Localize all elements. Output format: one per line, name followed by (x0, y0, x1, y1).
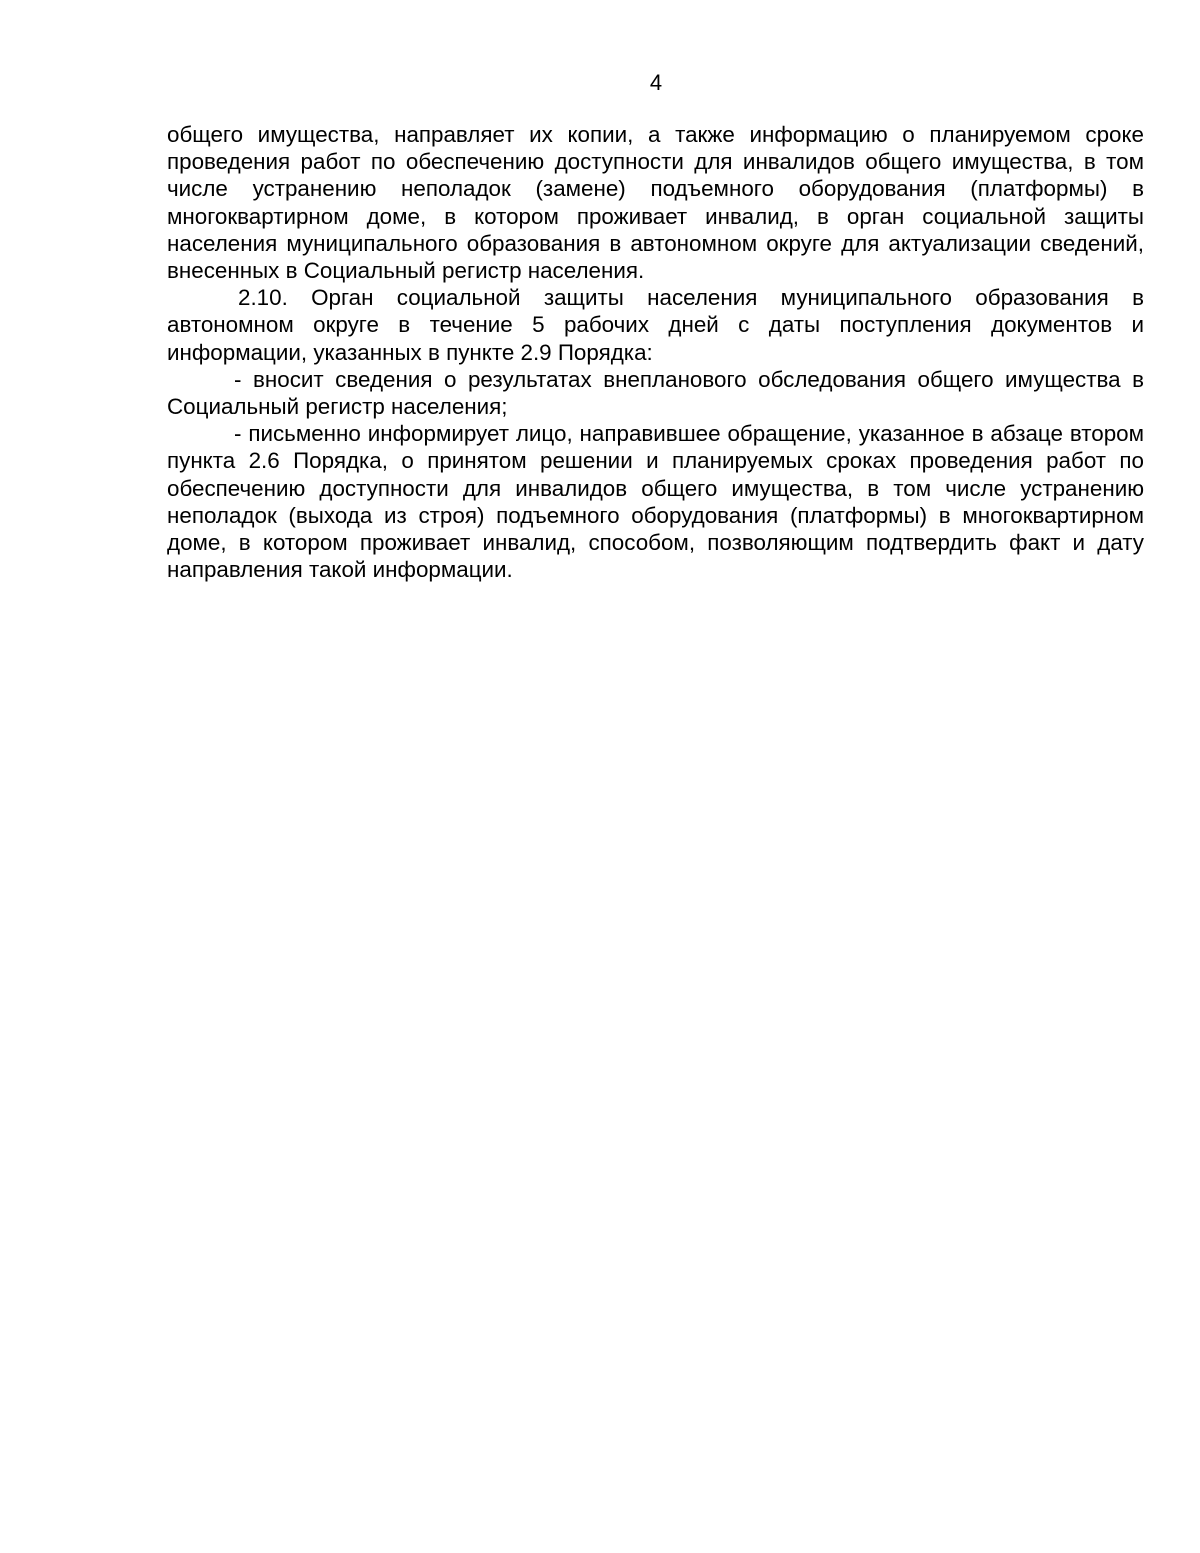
document-body (167, 121, 1144, 583)
page-number: 4 (649, 70, 663, 95)
paragraph-continuation: общего имущества, направляет их копии, а также информацию о планируемом сроке проведения работ по обеспечению доступности для инвалидов общего имущества, в том числе устранению неполадок (замене) подъемного оборудования (платформы) в многоквартирном доме, в котором проживает инвалид, в орган социальной защиты населения муниципального образования в автономном округе для актуализации сведений, внесенных в Социальный регистр населения. (167, 122, 1144, 284)
paragraph-clause-2-10: 2.10. Орган социальной защиты населения муниципального образования в автономном округе в течение 5 рабочих дней с даты поступления документов и информации, указанных в пункте 2.9 Порядка: (167, 285, 1144, 365)
list-item-inform: - письменно информирует лицо, направившее обращение, указанное в абзаце втором пункта 2.6 Порядка, о принятом решении и планируемых сроках проведения работ по обеспечению доступности для инвалидов общего имущества, в том числе устранению неполадок (выхода из строя) подъемного оборудования (платформы) в многоквартирном доме, в котором проживает инвалид, способом, позволяющим подтвердить факт и дату направления такой информации. (167, 421, 1144, 583)
list-item-register: - вносит сведения о результатах внепланового обследования общего имущества в Социальный регистр населения; (167, 366, 1144, 420)
